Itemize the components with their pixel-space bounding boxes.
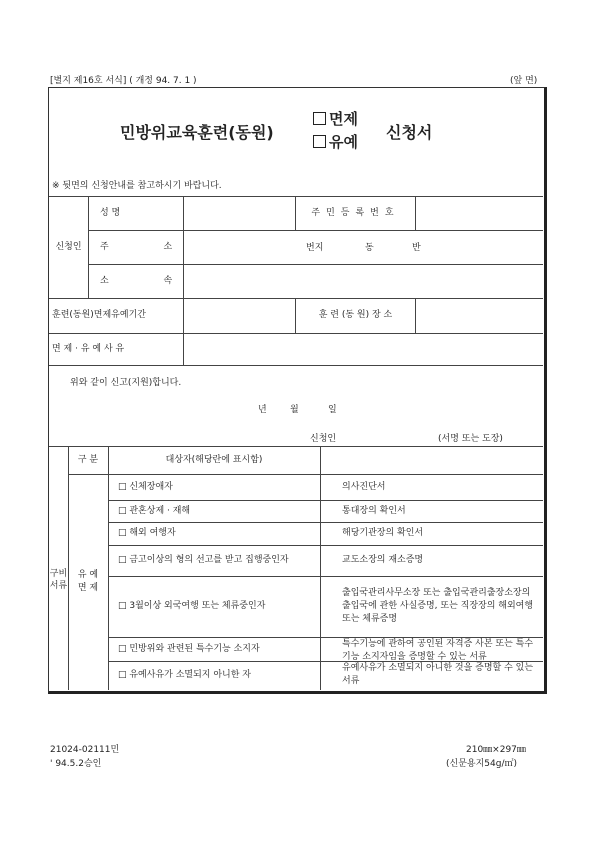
target-row-traveler[interactable]: □ 해외 여행자 bbox=[118, 528, 176, 538]
col-category-header: 구 분 bbox=[77, 454, 99, 465]
address-beonji-label: 번지 bbox=[306, 243, 324, 253]
signer-label: 신청인 bbox=[310, 434, 337, 444]
form-number: [별지 제16호 서식] ( 개정 94. 7. 1 ) bbox=[50, 76, 197, 86]
footer-code: 21024-02111민 bbox=[50, 745, 120, 755]
name-label: 성 명 bbox=[100, 207, 121, 218]
form-title-suffix: 신청서 bbox=[386, 123, 433, 142]
row-divider bbox=[108, 661, 543, 662]
footer-paper: (신문용지54g/㎡) bbox=[446, 759, 517, 769]
target-row-overseas[interactable]: □ 3월이상 외국여행 또는 체류중인자 bbox=[118, 601, 266, 611]
training-period-field[interactable] bbox=[184, 299, 294, 332]
address-label: 주 소 bbox=[100, 241, 173, 252]
rrn-field[interactable] bbox=[416, 197, 542, 229]
training-place-label: 훈 련 (동 원) 장 소 bbox=[318, 310, 393, 320]
address-field[interactable] bbox=[184, 231, 542, 263]
rrn-label: 주민등록번호 bbox=[311, 207, 400, 218]
footer-size: 210㎜×297㎜ bbox=[466, 745, 526, 755]
reason-label: 면 제 · 유 예 사 유 bbox=[52, 343, 125, 354]
declaration-text: 위와 같이 신고(지원)합니다. bbox=[70, 378, 182, 388]
address-ban-label: 반 bbox=[412, 243, 421, 253]
footer-approved: ' 94.5.2승인 bbox=[50, 759, 102, 769]
affiliation-field[interactable] bbox=[184, 265, 542, 297]
form-title: 민방위교육훈련(동원) bbox=[120, 123, 274, 142]
doc-row-special-skill: 특수기능에 관하여 공인된 자격증 사본 또는 특수기능 소지자임을 증명할 수 있는 서류 bbox=[342, 639, 534, 662]
target-row-special-skill[interactable]: □ 민방위와 관련된 특수기능 소지자 bbox=[118, 643, 260, 654]
date-day-label: 일 bbox=[328, 405, 337, 415]
page-side: (앞 면) bbox=[510, 76, 538, 86]
name-field[interactable] bbox=[184, 197, 294, 229]
training-period-label: 훈련(동원)면제유예기간 bbox=[52, 310, 146, 320]
doc-row-traveler: 해당기관장의 확인서 bbox=[342, 528, 424, 538]
address-dong-label: 동 bbox=[365, 243, 374, 253]
doc-row-unresolved: 유예사유가 소멸되지 아니한 것을 증명할 수 있는 서류 bbox=[342, 662, 538, 688]
option-exemption[interactable]: 면제 bbox=[313, 108, 358, 129]
target-row-prisoner[interactable]: □ 금고이상의 형의 선고를 받고 집행중인자 bbox=[118, 555, 289, 565]
doc-row-disabled: 의사진단서 bbox=[342, 481, 386, 492]
target-row-ceremony[interactable]: □ 관혼상제 · 재해 bbox=[118, 505, 191, 516]
doc-row-ceremony: 통대장의 확인서 bbox=[342, 505, 406, 516]
col-target-header: 대상자(해당란에 표시함) bbox=[165, 454, 263, 465]
date-year-label: 년 bbox=[258, 405, 267, 415]
target-row-unresolved-label[interactable]: □ 유예사유가 소멸되지 아니한 자 bbox=[118, 662, 318, 688]
doc-row-overseas: 출입국관리사무소장 또는 출입국관리출장소장의 출입국에 관한 사실증명, 또는 직장장의 해외여행 또는 체류증명 bbox=[342, 588, 534, 624]
checkbox-icon bbox=[313, 112, 326, 125]
signature-area[interactable]: (서명 또는 도장) bbox=[438, 434, 503, 444]
notice-text: ※ 뒷면의 신청안내를 참고하시기 바랍니다. bbox=[52, 181, 222, 191]
reason-field[interactable] bbox=[184, 334, 542, 364]
training-place-field[interactable] bbox=[416, 299, 542, 332]
checkbox-icon bbox=[313, 135, 326, 148]
option-postponement[interactable]: 유예 bbox=[313, 131, 358, 152]
group-label: 유 예 면 제 bbox=[77, 570, 99, 593]
affiliation-label: 소 속 bbox=[100, 275, 173, 286]
date-month-label: 월 bbox=[290, 405, 299, 415]
docs-side-label: 구비 서류 bbox=[49, 569, 68, 591]
doc-row-prisoner: 교도소장의 재소증명 bbox=[342, 555, 424, 565]
applicant-section-label: 신청인 bbox=[55, 241, 82, 252]
target-row-disabled[interactable]: □ 신체장애자 bbox=[118, 481, 173, 492]
